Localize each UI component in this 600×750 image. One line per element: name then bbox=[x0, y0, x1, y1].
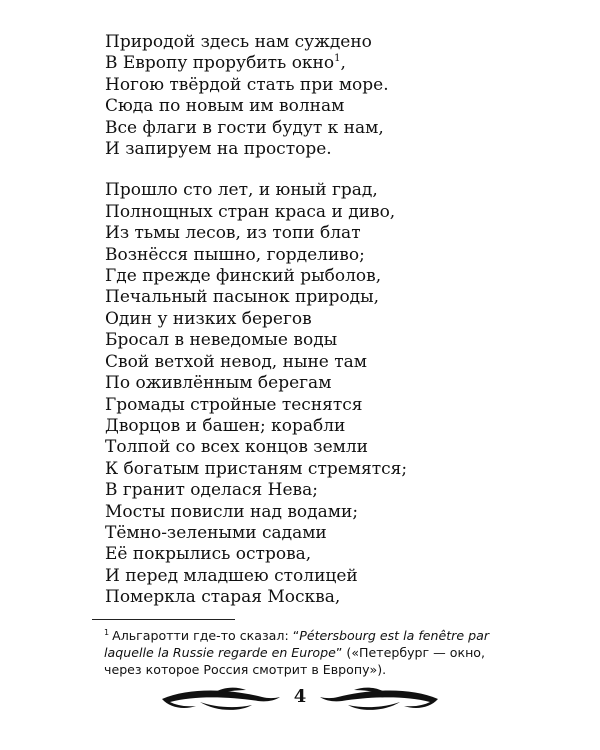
stanza-2 bbox=[105, 180, 407, 608]
poem-line: Мосты повисли над водами; bbox=[105, 501, 359, 522]
footnote-lead: Альгаротти где-то сказал: bbox=[112, 628, 293, 643]
footnote-translation: («Петербург — окно, через которое Россия смотрит в Европу»). bbox=[104, 645, 486, 677]
poem-line: Вознёсся пышно, горделиво; bbox=[105, 244, 365, 265]
footnote: $^1$ Альгаротти где-то сказал: “Pétersbourg est la fenêtre par laquelle la Russie regarde en Europe” («Петербург — окно, через которое Россия смотрит в Европу»). bbox=[104, 628, 489, 677]
footnote-marker: 1 bbox=[334, 53, 341, 65]
poem-line: Тёмно-зелеными садами bbox=[105, 522, 327, 543]
poem-line: Из тьмы лесов, из топи блат bbox=[105, 223, 361, 244]
poem bbox=[105, 32, 407, 609]
footnote-divider bbox=[92, 619, 235, 620]
footnote-french-quote: Pétersbourg est la fenêtre par laquelle la Russie regarde en Europe bbox=[104, 628, 489, 660]
poem-line: Свой ветхой невод, ныне там bbox=[105, 351, 368, 372]
poem-line-with-footnote: В Европу прорубить окно$^1$, bbox=[105, 53, 346, 74]
poem-line: Померкла старая Москва, bbox=[105, 587, 341, 608]
poem-line: В гранит оделася Нева; bbox=[105, 480, 318, 501]
poem-line: И запируем на просторе. bbox=[105, 139, 332, 160]
poem-line: Сюда по новым им волнам bbox=[105, 96, 345, 117]
poem-line: И перед младшею столицей bbox=[105, 565, 358, 586]
poem-line: Громады стройные теснятся bbox=[105, 394, 363, 415]
footnote-number: 1 bbox=[104, 628, 110, 637]
poem-line: Прошло сто лет, и юный град, bbox=[105, 180, 378, 201]
page-number: 4 bbox=[293, 686, 307, 707]
poem-line: Где прежде финский рыболов, bbox=[105, 266, 382, 287]
poem-line: Толпой со всех концов земли bbox=[105, 437, 368, 458]
poem-line-text: В Европу прорубить окно bbox=[105, 53, 335, 74]
poem-line: К богатым пристаням стремятся; bbox=[105, 458, 408, 479]
poem-line: Печальный пасынок природы, bbox=[105, 287, 380, 308]
poem-line: Её покрылись острова, bbox=[105, 544, 312, 565]
poem-line: Один у низких берегов bbox=[105, 308, 312, 329]
poem-line: Ногою твёрдой стать при море. bbox=[105, 74, 389, 95]
poem-line: По оживлённым берегам bbox=[105, 373, 332, 394]
poem-line: Все флаги в гости будут к нам, bbox=[105, 117, 384, 138]
poem-line: Дворцов и башен; корабли bbox=[105, 415, 346, 436]
poem-line: Бросал в неведомые воды bbox=[105, 330, 338, 351]
poem-line: Полнощных стран краса и диво, bbox=[105, 201, 396, 222]
stanza-1 bbox=[105, 32, 407, 160]
poem-line: Природой здесь нам суждено bbox=[105, 32, 372, 52]
